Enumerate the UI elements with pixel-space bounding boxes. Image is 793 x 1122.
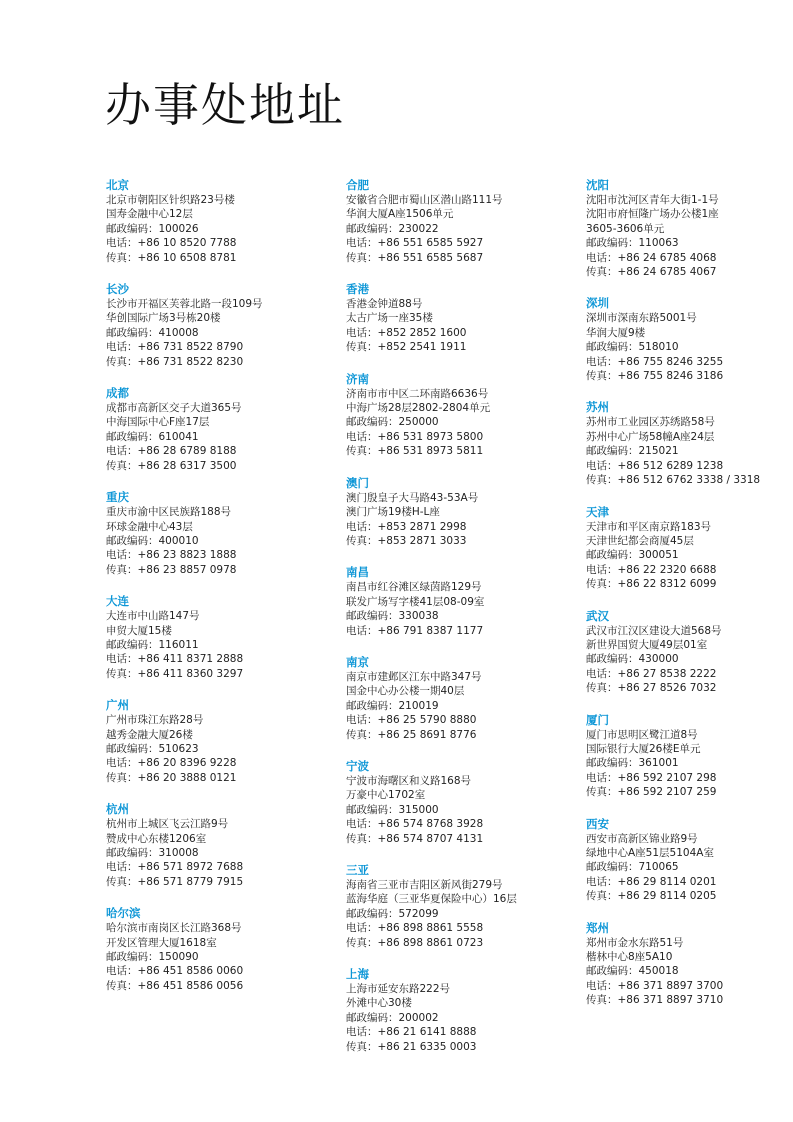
office-address-line: 海南省三亚市吉阳区新风街279号: [346, 879, 503, 891]
office-address-line: 上海市延安东路222号: [346, 983, 451, 996]
office-address-line: 传真：+86 27 8526 7032: [586, 682, 717, 695]
office-address-line: 沈阳市府恒隆广场办公楼1座: [586, 208, 719, 221]
office-address-line: 电话：+86 512 6289 1238: [586, 459, 724, 472]
office-address-line: 哈尔滨市南岗区长江路368号: [106, 922, 242, 935]
office-address-line: 华润大厦A座1506单元: [346, 208, 454, 221]
office-address-line: 重庆市渝中区民族路188号: [106, 506, 232, 519]
office-address-line: 苏州市工业园区苏绣路58号: [586, 416, 715, 429]
office-address-line: 邮政编码：450018: [586, 965, 679, 978]
office-address-line: 传真：+86 592 2107 259: [586, 786, 717, 799]
office-block: [106, 386, 306, 473]
office-address-line: 传真：+86 551 6585 5687: [346, 251, 484, 264]
office-address-line: 传真：+86 21 6335 0003: [346, 1040, 477, 1053]
office-block: [106, 698, 306, 785]
office-address-line: 电话：+86 898 8861 5558: [346, 922, 484, 935]
office-block: [346, 178, 546, 265]
office-address-line: 国金中心办公楼一期40层: [346, 685, 465, 698]
office-address-line: 澳门广场19楼H-L座: [346, 506, 440, 519]
office-city: 深圳: [586, 296, 609, 311]
office-column-2: [346, 178, 546, 1071]
office-city: 成都: [106, 386, 129, 401]
office-address-line: 安徽省合肥市蜀山区潜山路111号: [346, 194, 503, 206]
office-city: 香港: [346, 282, 369, 297]
office-address-line: 邮政编码：110063: [586, 237, 679, 250]
office-address-line: 太古广场一座35楼: [346, 312, 433, 325]
office-address-line: 电话：+86 29 8114 0201: [586, 875, 717, 888]
office-block: [586, 609, 786, 696]
office-block: [346, 565, 546, 638]
office-address-line: 厦门市思明区鹭江道8号: [586, 728, 698, 741]
office-city: 大连: [106, 594, 129, 609]
office-address-line: 3605-3606单元: [586, 222, 665, 235]
office-address-line: 邮政编码：430000: [586, 653, 679, 666]
office-address-line: 电话：+852 2852 1600: [346, 326, 467, 339]
office-address-line: 越秀金融大厦26楼: [106, 728, 193, 741]
office-address-line: 沈阳市沈河区青年大街1-1号: [586, 194, 719, 206]
office-address-line: 北京市朝阳区针织路23号楼: [106, 194, 235, 206]
office-address-line: 邮政编码：300051: [586, 549, 679, 562]
office-address-line: 电话：+86 571 8972 7688: [106, 861, 244, 874]
office-block: [586, 817, 786, 904]
office-block: [346, 476, 546, 549]
office-city: 北京: [106, 178, 129, 192]
office-address-line: 大连市中山路147号: [106, 610, 200, 623]
office-address-line: 电话：+86 23 8823 1888: [106, 549, 237, 562]
office-city: 郑州: [586, 920, 609, 935]
office-address-line: 国寿金融中心12层: [106, 208, 193, 221]
office-address-line: 邮政编码：310008: [106, 847, 199, 859]
office-address-line: 电话：+86 411 8371 2888: [106, 653, 244, 666]
office-address-line: 武汉市江汉区建设大道568号: [586, 624, 722, 637]
office-address-line: 邮政编码：215021: [586, 445, 679, 458]
office-address-line: 电话：+86 731 8522 8790: [106, 341, 244, 354]
office-address-line: 传真：+86 24 6785 4067: [586, 266, 717, 279]
office-address-line: 邮政编码：400010: [106, 534, 199, 547]
office-address-line: 中海国际中心F座17层: [106, 416, 210, 429]
office-address-line: 传真：+853 2871 3033: [346, 534, 467, 547]
office-address-line: 邮政编码：210019: [346, 699, 439, 712]
office-address-line: 传真：+86 28 6317 3500: [106, 459, 237, 472]
office-address-line: 南昌市红谷滩区绿茵路129号: [346, 581, 482, 594]
office-block: [106, 282, 306, 369]
office-address-line: 邮政编码：200002: [346, 1011, 439, 1024]
office-address-line: 电话：+86 20 8396 9228: [106, 757, 237, 770]
office-address-line: 赞成中心东楼1206室: [106, 832, 207, 845]
office-address-line: 电话：+86 791 8387 1177: [346, 624, 484, 637]
office-address-line: 邮政编码：572099: [346, 907, 439, 920]
office-block: [586, 713, 786, 800]
office-address-line: 传真：+86 23 8857 0978: [106, 563, 237, 576]
office-address-line: 南京市建邺区江东中路347号: [346, 670, 482, 683]
office-address-line: 天津市和平区南京路183号: [586, 520, 712, 533]
office-address-line: 香港金钟道88号: [346, 298, 423, 311]
office-address-line: 中海广场28层2802-2804单元: [346, 402, 491, 415]
office-city: 广州: [106, 698, 129, 713]
page-title: 办事处地址: [105, 78, 345, 132]
office-city: 宁波: [346, 758, 369, 773]
office-address-line: 传真：+86 22 8312 6099: [586, 578, 717, 591]
office-address-line: 万豪中心1702室: [346, 789, 426, 802]
office-address-line: 电话：+86 28 6789 8188: [106, 445, 237, 458]
office-address-line: 邮政编码：250000: [346, 416, 439, 429]
office-city: 厦门: [586, 712, 609, 727]
office-address-line: 传真：+852 2541 1911: [346, 341, 467, 354]
office-address-line: 西安市高新区锦业路9号: [586, 832, 698, 845]
office-block: [106, 490, 306, 577]
office-address-line: 苏州中心广场58幢A座24层: [586, 430, 715, 443]
office-address-line: 电话：+86 371 8897 3700: [586, 979, 724, 992]
office-address-line: 电话：+853 2871 2998: [346, 520, 467, 533]
office-block: [586, 921, 786, 1008]
office-address-line: 深圳市深南东路5001号: [586, 312, 697, 325]
office-city: 南昌: [346, 565, 369, 580]
office-address-line: 环球金融中心43层: [106, 520, 193, 533]
office-city: 长沙: [106, 282, 129, 297]
office-block: [346, 863, 546, 950]
office-address-line: 邮政编码：116011: [106, 638, 199, 651]
office-address-line: 新世界国贸大厦49层01室: [586, 638, 708, 651]
office-block: [346, 655, 546, 742]
office-address-line: 邮政编码：610041: [106, 430, 199, 443]
office-city: 南京: [346, 654, 369, 669]
office-address-line: 宁波市海曙区和义路168号: [346, 774, 472, 787]
office-city: 西安: [586, 816, 609, 831]
office-block: [586, 400, 786, 487]
office-address-line: 邮政编码：315000: [346, 803, 439, 816]
office-address-line: 邮政编码：710065: [586, 861, 679, 874]
office-address-line: 传真：+86 10 6508 8781: [106, 251, 237, 264]
office-address-line: 电话：+86 574 8768 3928: [346, 818, 484, 831]
office-city: 三亚: [346, 863, 369, 877]
office-address-line: 国际银行大厦26楼E单元: [586, 742, 701, 755]
office-address-line: 长沙市开福区芙蓉北路一段109号: [106, 298, 263, 311]
office-address-line: 电话：+86 592 2107 298: [586, 771, 717, 784]
office-address-line: 传真：+86 512 6762 3338 / 3318: [586, 474, 761, 487]
office-column-1: [106, 178, 306, 1010]
office-address-line: 传真：+86 531 8973 5811: [346, 445, 484, 458]
office-block: [346, 282, 546, 355]
office-address-line: 传真：+86 731 8522 8230: [106, 355, 244, 368]
office-address-line: 华润大厦9楼: [586, 326, 646, 339]
office-address-line: 传真：+86 574 8707 4131: [346, 832, 484, 845]
office-address-line: 邮政编码：518010: [586, 341, 679, 354]
office-address-line: 传真：+86 411 8360 3297: [106, 667, 244, 680]
office-city: 杭州: [106, 802, 129, 817]
office-address-line: 传真：+86 571 8779 7915: [106, 875, 244, 888]
office-address-line: 邮政编码：510623: [106, 742, 199, 755]
office-address-line: 电话：+86 451 8586 0060: [106, 965, 244, 978]
office-address-line: 传真：+86 20 3888 0121: [106, 771, 237, 784]
office-address-line: 华创国际广场3号栋20楼: [106, 312, 221, 325]
office-address-line: 电话：+86 24 6785 4068: [586, 251, 717, 264]
office-block: [586, 178, 786, 279]
office-address-line: 澳门殷皇子大马路43-53A号: [346, 491, 479, 504]
office-address-line: 邮政编码：361001: [586, 757, 679, 770]
office-address-line: 电话：+86 551 6585 5927: [346, 237, 484, 250]
office-address-line: 蓝海华庭（三亚华夏保险中心）16层: [346, 893, 517, 906]
office-address-line: 传真：+86 25 8691 8776: [346, 728, 477, 741]
office-address-line: 天津世纪都会商厦45层: [586, 534, 694, 547]
office-address-line: 外滩中心30楼: [346, 997, 412, 1010]
office-address-line: 传真：+86 898 8861 0723: [346, 936, 484, 949]
office-address-line: 电话：+86 25 5790 8880: [346, 714, 477, 727]
office-block: [586, 505, 786, 592]
office-block: [346, 372, 546, 459]
office-address-line: 邮政编码：330038: [346, 610, 439, 623]
office-column-3: [586, 178, 786, 1025]
office-address-line: 电话：+86 10 8520 7788: [106, 237, 237, 250]
office-block: [586, 296, 786, 383]
office-address-line: 绿地中心A座51层5104A室: [586, 847, 714, 859]
office-address-line: 传真：+86 371 8897 3710: [586, 994, 724, 1007]
office-address-line: 郑州市金水东路51号: [586, 936, 684, 949]
office-address-line: 申贸大厦15楼: [106, 624, 172, 637]
office-address-line: 开发区管理大厦1618室: [106, 936, 217, 949]
office-city: 沈阳: [586, 178, 609, 192]
office-address-line: 广州市珠江东路28号: [106, 714, 204, 727]
office-address-line: 传真：+86 451 8586 0056: [106, 979, 244, 992]
office-address-line: 电话：+86 22 2320 6688: [586, 563, 717, 576]
office-block: [106, 594, 306, 681]
office-block: [346, 759, 546, 846]
office-city: 天津: [586, 504, 609, 519]
office-address-line: 邮政编码：410008: [106, 326, 199, 339]
office-city: 济南: [346, 371, 369, 386]
office-city: 澳门: [346, 475, 369, 490]
office-address-line: 邮政编码：150090: [106, 951, 199, 964]
office-address-line: 邮政编码：100026: [106, 222, 199, 235]
office-block: [106, 802, 306, 889]
office-address-line: 邮政编码：230022: [346, 222, 439, 235]
office-city: 苏州: [586, 400, 609, 415]
office-address-line: 联发广场写字楼41层08-09室: [346, 595, 485, 608]
office-city: 哈尔滨: [106, 906, 141, 921]
office-block: [106, 906, 306, 993]
office-city: 合肥: [346, 178, 369, 192]
office-address-line: 电话：+86 27 8538 2222: [586, 667, 717, 680]
office-city: 重庆: [106, 490, 129, 505]
office-address-line: 电话：+86 21 6141 8888: [346, 1026, 477, 1039]
office-address-line: 电话：+86 531 8973 5800: [346, 430, 484, 443]
office-block: [106, 178, 306, 265]
office-block: [346, 967, 546, 1054]
office-city: 武汉: [586, 608, 609, 623]
office-address-line: 电话：+86 755 8246 3255: [586, 355, 724, 368]
office-address-line: 济南市市中区二环南路6636号: [346, 387, 489, 400]
office-address-line: 传真：+86 29 8114 0205: [586, 890, 717, 903]
office-address-line: 楷林中心8座5A10: [586, 951, 673, 964]
office-address-line: 成都市高新区交子大道365号: [106, 402, 242, 415]
office-address-line: 传真：+86 755 8246 3186: [586, 370, 724, 383]
office-address-line: 杭州市上城区飞云江路9号: [106, 818, 229, 831]
office-city: 上海: [346, 967, 369, 982]
